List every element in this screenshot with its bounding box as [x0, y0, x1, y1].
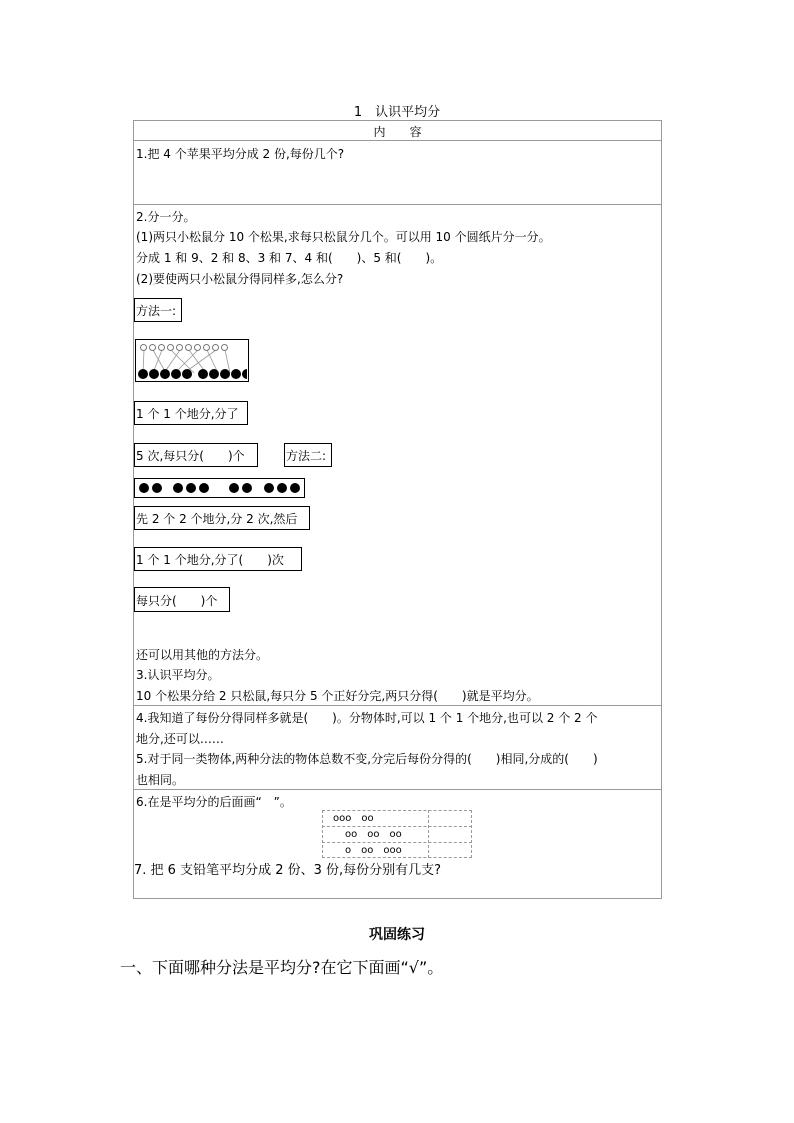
table-divider: [133, 204, 662, 205]
table-header: 内 容: [373, 125, 422, 139]
table-divider: [133, 705, 662, 706]
paper-disc-icon: [167, 344, 174, 351]
pinecone-grouping-1-figure: [135, 339, 249, 382]
pinecone-dot-icon: [171, 369, 181, 379]
question-3-line-1: 10 个松果分给 2 只松鼠,每只分 5 个正好分完,两只分得( )就是平均分。: [136, 689, 539, 703]
step-3-text: 先 2 个 2 个地分,分 2 次,然后: [136, 512, 298, 526]
step-5-text: 每只分( )个: [136, 594, 218, 608]
paper-disc-icon: [212, 344, 219, 351]
paper-disc-icon: [140, 344, 147, 351]
pinecone-dot-icon: [160, 369, 170, 379]
method-1-label: 方法一:: [136, 304, 177, 318]
question-2-other: 还可以用其他的方法分。: [136, 648, 269, 662]
question-6-row-1: ooo oo: [333, 813, 374, 824]
question-3-title: 3.认识平均分。: [136, 668, 220, 682]
paper-disc-icon: [221, 344, 228, 351]
paper-disc-icon: [203, 344, 210, 351]
question-1: 1.把 4 个苹果平均分成 2 份,每份几个?: [136, 147, 345, 161]
exercise-1: 一、下面哪种分法是平均分?在它下面画“√”。: [120, 958, 444, 977]
paper-disc-icon: [185, 344, 192, 351]
paper-disc-icon: [194, 344, 201, 351]
pinecone-dot-icon: [229, 483, 239, 493]
pinecone-dot-icon: [173, 483, 183, 493]
table-divider: [133, 140, 662, 141]
question-6-row-3: o oo ooo: [345, 845, 402, 856]
pinecone-dot-icon: [199, 483, 209, 493]
question-5-line-1: 5.对于同一类物体,两种分法的物体总数不变,分完后每份分得的( )相同,分成的( ): [136, 752, 598, 766]
pinecone-grouping-2-figure: [134, 478, 305, 498]
question-2-title: 2.分一分。: [136, 210, 196, 224]
question-7: 7. 把 6 支铅笔平均分成 2 份、3 份,每份分别有几支?: [134, 863, 442, 878]
question-6-row-divider: [322, 842, 472, 843]
question-6-row-divider: [322, 826, 472, 827]
pinecone-dot-icon: [209, 369, 219, 379]
pinecone-dot-icon: [242, 369, 247, 379]
pinecone-dot-icon: [139, 483, 149, 493]
pinecone-dot-icon: [220, 369, 230, 379]
page-title: 1 认识平均分: [353, 105, 441, 120]
section-heading: 巩固练习: [369, 927, 425, 943]
question-4-line-1: 4.我知道了每份分得同样多就是( )。分物体时,可以 1 个 1 个地分,也可以 2 个 2 个: [136, 711, 598, 725]
question-6-row-2: oo oo oo: [345, 829, 402, 840]
pinecone-dot-icon: [138, 369, 148, 379]
question-6-title: 6.在是平均分的后面画“ ”。: [136, 795, 292, 809]
pinecone-dot-icon: [231, 369, 241, 379]
pinecone-dot-icon: [152, 483, 162, 493]
pinecone-dot-icon: [264, 483, 274, 493]
question-2-line-2: 分成 1 和 9、2 和 8、3 和 7、4 和( )、5 和( )。: [136, 251, 443, 265]
pinecone-dot-icon: [182, 369, 192, 379]
pinecone-dot-icon: [290, 483, 300, 493]
pinecone-dot-icon: [242, 483, 252, 493]
method-2-label: 方法二:: [286, 449, 327, 463]
pinecone-dot-icon: [198, 369, 208, 379]
pinecone-dot-icon: [186, 483, 196, 493]
step-1-text: 1 个 1 个地分,分了: [136, 407, 239, 421]
question-5-line-2: 也相同。: [136, 773, 185, 787]
step-4-text: 1 个 1 个地分,分了( )次: [136, 553, 284, 567]
step-2-text: 5 次,每只分( )个: [136, 449, 245, 463]
table-divider: [133, 789, 662, 790]
pinecone-dot-icon: [149, 369, 159, 379]
question-4-line-2: 地分,还可以……: [136, 732, 224, 746]
question-6-column-divider: [428, 810, 429, 858]
pinecone-dot-icon: [277, 483, 287, 493]
question-2-line-1: (1)两只小松鼠分 10 个松果,求每只松鼠分几个。可以用 10 个圆纸片分一分。: [136, 230, 551, 244]
paper-disc-icon: [176, 344, 183, 351]
paper-disc-icon: [158, 344, 165, 351]
paper-disc-icon: [149, 344, 156, 351]
question-2-line-3: (2)要使两只小松鼠分得同样多,怎么分?: [136, 272, 344, 286]
